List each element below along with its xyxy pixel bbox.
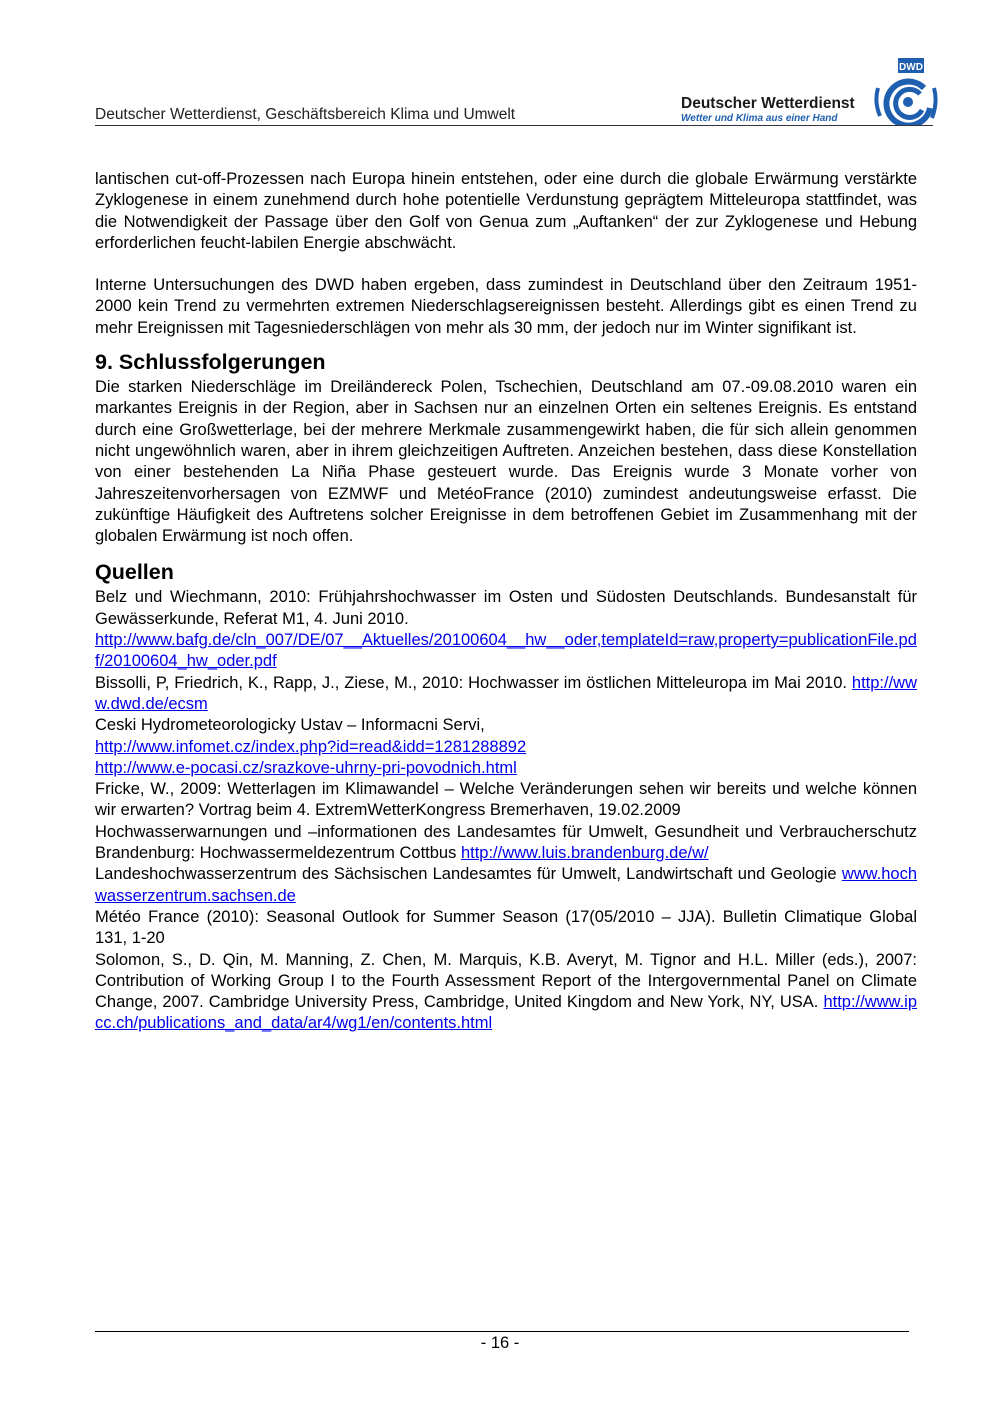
reference-item [95,779,917,822]
reference-text: Ceski Hydrometeorologicky Ustav – Informacni Servi, [95,716,485,735]
reference-item [95,950,917,1035]
reference-item [95,587,917,672]
header-title: Deutscher Wetterdienst, Geschäftsbereich Klima und Umwelt [95,106,516,123]
reference-item [95,715,917,758]
reference-item [95,822,917,865]
reference-link[interactable]: http://www.bafg.de/cln_007/DE/07__Aktuelles/20100604__hw__oder,templateId=raw,property=publicationFile.pdf/20100604_hw_oder.pdf [95,631,917,671]
reference-text: Bissolli, P, Friedrich, K., Rapp, J., Ziese, M., 2010: Hochwasser im östlichen Mitteleuropa im Mai 2010. [95,673,847,692]
reference-item [95,864,917,907]
page-number: - 16 - [480,1334,520,1352]
main-content [95,169,917,1035]
reference-text: Landeshochwasserzentrum des Sächsischen Landesamtes für Umwelt, Landwirtschaft und Geologie [95,865,837,884]
logo-name: Deutscher Wetterdienst [681,95,855,112]
reference-text: Belz und Wiechmann, 2010: Frühjahrshochwasser im Osten und Südosten Deutschlands. Bundesanstalt für Gewässerkunde, Referat M1, 4. Juni 2010. [95,588,917,628]
reference-link[interactable]: http://www.dwd.de/ecsm [95,673,917,713]
reference-text: Solomon, S., D. Qin, M. Manning, Z. Chen, M. Marquis, K.B. Averyt, M. Tignor and H.L. Miller (eds.), 2007: Contribution of Working Group I to the Fourth Assessment Report of the Intergovernmental Panel on Climate Change, 2007. Cambridge University Press, Cambridge, United Kingdom and New York, NY, USA. [95,950,917,1012]
footer-divider [95,1331,909,1332]
reference-text: Météo France (2010): Seasonal Outlook for Summer Season (17(05/2010 – JJA). Bulletin Climatique Global 131, 1-20 [95,907,917,948]
reference-item [95,907,917,950]
logo-tagline: Wetter und Klima aus einer Hand [681,113,838,124]
reference-link[interactable]: http://www.luis.brandenburg.de/w/ [460,844,709,863]
section-heading-conclusions: 9. Schlussfolgerungen [95,350,326,375]
reference-link[interactable]: www.hochwasserzentrum.sachsen.de [95,865,918,905]
body-paragraph-1: lantischen cut-off-Prozessen nach Europa hinein entstehen, oder eine durch die globale Erwärmung verstärkte Zyklogenese in einem zunehmend durch hohe potentielle Verdunstung geprägtem Mitteleuropa stattfindet, was die Notwendigkeit der Passage über den Golf von Genua zum „Auftanken“ der zur Zyklogenese und Hebung erforderlichen feucht-labilen Energie abschwächt. [95,170,917,252]
reference-link[interactable]: http://www.ipcc.ch/publications_and_data/ar4/wg1/en/contents.html [95,993,917,1033]
logo-badge-text: DWD [899,62,923,73]
dwd-logo-icon [874,58,938,126]
reference-item [95,758,917,779]
header-divider [95,125,933,126]
reference-link[interactable]: http://www.infomet.cz/index.php?id=read&idd=1281288892 [95,737,527,756]
reference-text: Fricke, W., 2009: Wetterlagen im Klimawandel – Welche Veränderungen sehen wir bereits und welche können wir erwarten? Vortrag beim 4. ExtremWetterKongress Bremerhaven, 19.02.2009 [95,780,917,820]
reference-link[interactable]: http://www.e-pocasi.cz/srazkove-uhrny-pri-povodnich.html [95,758,517,777]
conclusion-paragraph: Die starken Niederschläge im Dreiländereck Polen, Tschechien, Deutschland am 07.-09.08.2010 waren ein markantes Ereignis in der Region, aber in Sachsen nur an einzelnen Orten ein seltenes Ereignis. Es entstand durch eine Großwetterlage, bei der mehrere Merkmale zusammengewirkt haben, die für sich allein genommen nicht ungewöhnlich waren, aber in ihrem gleichzeitigen Auftreten. Anzeichen bestehen, dass diese Konstellation von einer bestehenden La Niña Phase gesteuert wurde. Das Ereignis wurde 3 Monate vorher von Jahreszeitenvorhersagen von EZMWF und MetéoFrance (2010) zumindest andeutungsweise erfasst. Die zukünftige Häufigkeit des Auftretens solcher Ereignisse in dem betroffenen Gebiet im Zusammenhang mit der globalen Erwärmung ist noch offen. [95,378,917,546]
reference-item [95,673,917,716]
body-paragraph-2: Interne Untersuchungen des DWD haben ergeben, dass zumindest in Deutschland über den Zeitraum 1951-2000 kein Trend zu vermehrten extremen Niederschlagsereignissen besteht. Allerdings gibt es einen Trend zu mehr Ereignissen mit Tagesniederschlägen von mehr als 30 mm, der jedoch nur im Winter signifikant ist. [95,276,917,337]
reference-text: Hochwasserwarnungen und –informationen des Landesamtes für Umwelt, Gesundheit und Verbraucherschutz Brandenburg: Hochwassermeldezentrum Cottbus [95,822,917,863]
references-heading: Quellen [95,560,174,585]
